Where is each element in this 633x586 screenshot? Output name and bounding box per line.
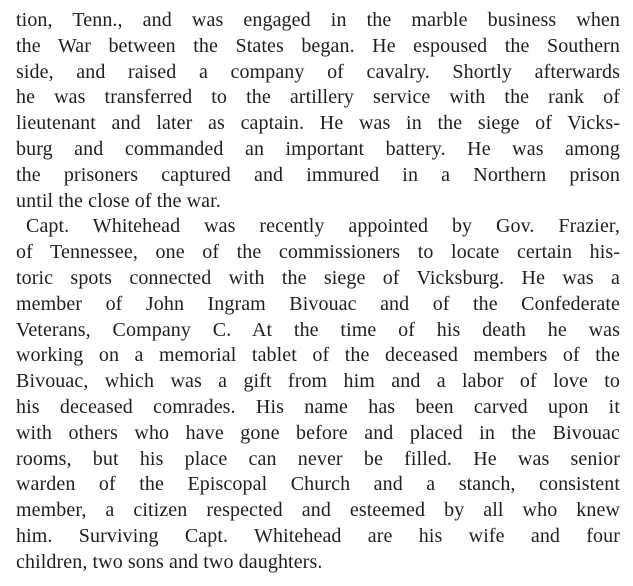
text-line: his deceased comrades. His name has been carved upon it bbox=[16, 395, 620, 418]
text-line: warden of the Episcopal Church and a stanch, consistent bbox=[16, 473, 620, 496]
text-line: he was transferred to the artillery service with the rank of bbox=[16, 86, 620, 109]
text-line: the War between the States began. He espoused the Southern bbox=[16, 34, 620, 57]
text-line: Veterans, Company C. At the time of his death he was bbox=[16, 318, 620, 341]
text-line: burg and commanded an important battery. He was among bbox=[16, 137, 620, 160]
paragraph-later-life bbox=[16, 214, 620, 575]
text-line: Bivouac, which was a gift from him and a labor of love to bbox=[16, 370, 620, 393]
text-line: member, a citizen respected and esteemed by all who knew bbox=[16, 499, 620, 522]
text-line: of Tennessee, one of the commissioners to locate certain his- bbox=[16, 241, 620, 264]
text-line: Capt. Whitehead was recently appointed by Gov. Frazier, bbox=[26, 215, 620, 238]
text-line: children, two sons and two daughters. bbox=[16, 550, 323, 573]
text-line: with others who have gone before and placed in the Bivouac bbox=[16, 421, 620, 444]
paragraph-war-service bbox=[16, 8, 620, 214]
text-line: side, and raised a company of cavalry. Shortly afterwards bbox=[16, 60, 620, 83]
text-line: lieutenant and later as captain. He was in the siege of Vicks- bbox=[16, 112, 620, 135]
text-line: the prisoners captured and immured in a Northern prison bbox=[16, 163, 620, 186]
text-line: working on a memorial tablet of the deceased members of the bbox=[16, 344, 620, 367]
text-line: rooms, but his place can never be filled. He was senior bbox=[16, 447, 620, 470]
text-line: member of John Ingram Bivouac and of the Confederate bbox=[16, 292, 620, 315]
document-page bbox=[16, 8, 620, 576]
text-line: him. Surviving Capt. Whitehead are his wife and four bbox=[16, 524, 620, 547]
text-line: tion, Tenn., and was engaged in the marble business when bbox=[16, 9, 620, 31]
text-line: until the close of the war. bbox=[16, 189, 221, 212]
text-line: toric spots connected with the siege of Vicksburg. He was a bbox=[16, 266, 620, 289]
